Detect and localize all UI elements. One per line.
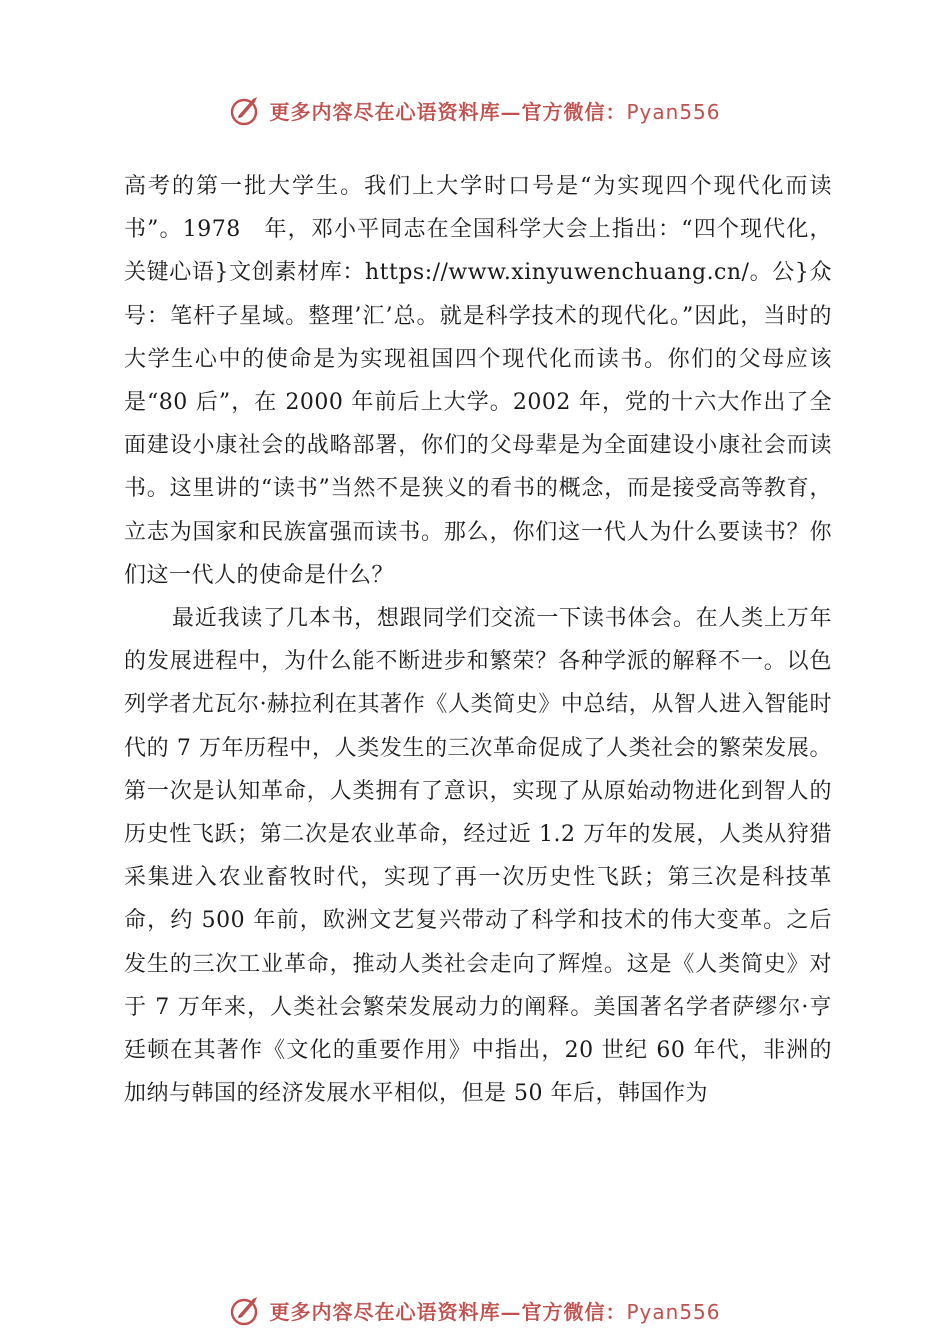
document-body [124,165,832,1115]
wechat-id: Pyan556 [626,99,721,124]
header-banner [0,88,950,132]
footer-banner [0,1288,950,1332]
paragraph-1: 高考的第一批大学生。我们上大学时口号是“为实现四个现代化而读书”。1978 年，邓小平同志在全国科学大会上指出：“四个现代化，关键心语}文创素材库：https://www.xinyuwenchuang.cn/。公}众号：笔杆子星域。整理’汇’总。就是科学技术的现代化。”因此，当时的大学生心中的使命是为实现祖国四个现代化而读书。你们的父母应该是“80 后”，在 2000 年前后上大学。2002 年，党的十六大作出了全面建设小康社会的战略部署，你们的父母辈是为全面建设小康社会而读书。这里讲的“读书”当然不是狭义的看书的概念，而是接受高等教育，立志为国家和民族富强而读书。那么，你们这一代人为什么要读书？你们这一代人的使命是什么？ [124,174,832,588]
quill-pen-logo-icon [229,1293,263,1327]
wechat-id: Pyan556 [626,1299,721,1324]
banner-text: 更多内容尽在心语资料库—官方微信：Pyan556 [269,1299,721,1324]
banner-text: 更多内容尽在心语资料库—官方微信：Pyan556 [269,99,721,124]
paragraph-2: 最近我读了几本书，想跟同学们交流一下读书体会。在人类上万年的发展进程中，为什么能不断进步和繁荣？各种学派的解释不一。以色列学者尤瓦尔·赫拉利在其著作《人类简史》中总结，从智人进入智能时代的 7 万年历程中，人类发生的三次革命促成了人类社会的繁荣发展。第一次是认知革命，人类拥有了意识，实现了从原始动物进化到智人的历史性飞跃；第二次是农业革命，经过近 1.2 万年的发展，人类从狩猎采集进入农业畜牧时代，实现了再一次历史性飞跃；第三次是科技革命，约 500 年前，欧洲文艺复兴带动了科学和技术的伟大变革。之后发生的三次工业革命，推动人类社会走向了辉煌。这是《人类简史》对于 7 万年来，人类社会繁荣发展动力的阐释。美国著名学者萨缪尔·亨廷顿在其著作《文化的重要作用》中指出，20 世纪 60 年代，非洲的加纳与韩国的经济发展水平相似，但是 50 年后，韩国作为 [124,606,832,1107]
quill-pen-logo-icon [229,93,263,127]
